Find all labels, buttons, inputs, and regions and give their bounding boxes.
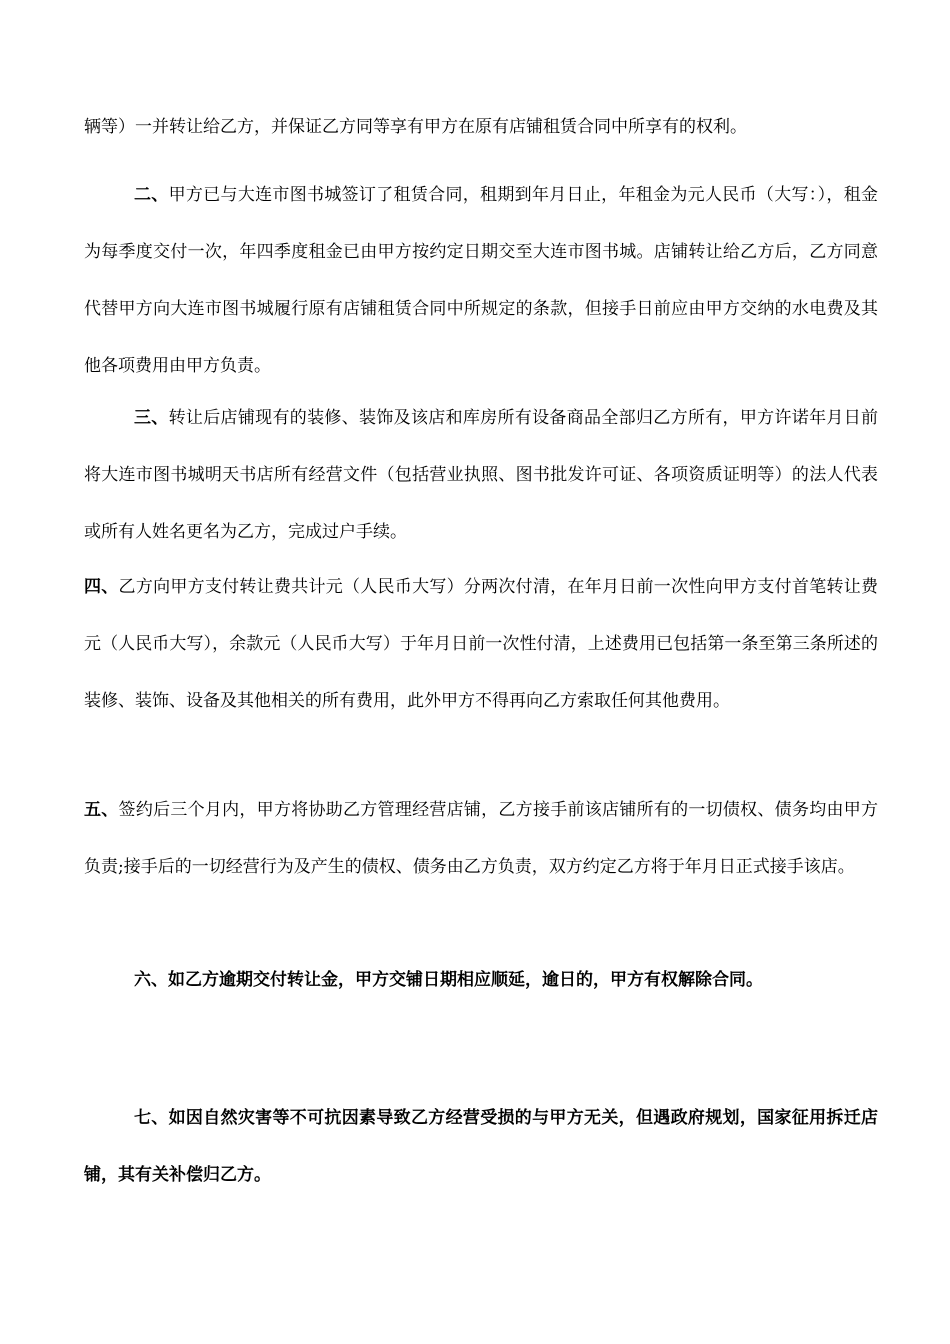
- paragraph-continuation: [84, 99, 878, 156]
- clause-number: 三、: [134, 408, 169, 428]
- paragraph-clause-5: [84, 782, 878, 896]
- clause-number: 二、: [134, 185, 169, 205]
- paragraph-text: 乙方向甲方支付转让费共计元（人民币大写）分两次付清，在年月日前一次性向甲方支付首笔转让费元（人民币大写），余款元（人民币大写）于年月日前一次性付清，上述费用已包括第一条至第三条所述的装修、装饰、设备及其他相关的所有费用，此外甲方不得再向乙方索取任何其他费用。: [84, 577, 879, 711]
- paragraph-text: 七、如因自然灾害等不可抗因素导致乙方经营受损的与甲方无关，但遇政府规划，国家征用拆迁店铺，其有关补偿归乙方。: [84, 1108, 878, 1185]
- clause-number: 五、: [84, 800, 119, 820]
- paragraph-clause-3: [84, 390, 878, 561]
- clause-number: 四、: [84, 577, 119, 597]
- paragraph-clause-6: [84, 952, 878, 1009]
- paragraph-text: 转让后店铺现有的装修、装饰及该店和库房所有设备商品全部归乙方所有，甲方许诺年月日前将大连市图书城明天书店所有经营文件（包括营业执照、图书批发许可证、各项资质证明等）的法人代表或所有人姓名更名为乙方，完成过户手续。: [84, 408, 879, 542]
- paragraph-text: 签约后三个月内，甲方将协助乙方管理经营店铺，乙方接手前该店铺所有的一切债权、债务均由甲方负责;接手后的一切经营行为及产生的债权、债务由乙方负责，双方约定乙方将于年月日正式接手该店。: [84, 800, 879, 877]
- paragraph-text: 辆等）一并转让给乙方，并保证乙方同等享有甲方在原有店铺租赁合同中所享有的权利。: [84, 117, 747, 137]
- paragraph-clause-4: [84, 559, 878, 730]
- paragraph-text: 甲方已与大连市图书城签订了租赁合同，租期到年月日止，年租金为元人民币（大写：），租金为每季度交付一次，年四季度租金已由甲方按约定日期交至大连市图书城。店铺转让给乙方后，乙方同意代替甲方向大连市图书城履行原有店铺租赁合同中所规定的条款，但接手日前应由甲方交纳的水电费及其他各项费用由甲方负责。: [84, 185, 879, 376]
- paragraph-text: 六、如乙方逾期交付转让金，甲方交铺日期相应顺延，逾日的，甲方有权解除合同。: [134, 970, 763, 990]
- paragraph-clause-2: [84, 167, 878, 395]
- paragraph-clause-7: [84, 1090, 878, 1204]
